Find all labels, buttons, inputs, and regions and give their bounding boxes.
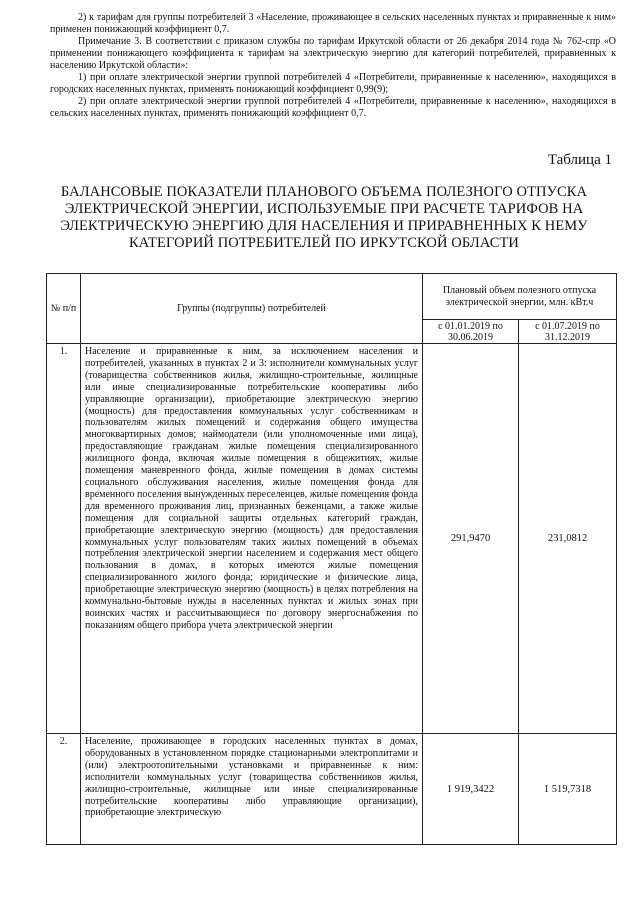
header-num: № п/п — [47, 274, 81, 344]
table-row — [47, 344, 617, 734]
table-label: Таблица 1 — [547, 152, 612, 168]
header-period-2: с 01.07.2019 по 31.12.2019 — [519, 320, 617, 344]
header-volume: Плановый объем полезного отпуска электрической энергии, млн. кВт.ч — [423, 274, 617, 320]
row-number: 1. — [47, 344, 81, 734]
row-value-period-1: 1 919,3422 — [423, 734, 519, 845]
notes-block — [50, 12, 616, 120]
row-value-period-2: 231,0812 — [519, 344, 617, 734]
note-paragraph: 2) к тарифам для группы потребителей 3 «Население, проживающее в сельских населенных пунктах и приравненные к ним» применен понижающий коэффициент 0,7. — [50, 12, 616, 35]
row-group-text — [81, 734, 423, 845]
row-number: 2. — [47, 734, 81, 845]
table-row — [47, 734, 617, 845]
document-title: БАЛАНСОВЫЕ ПОКАЗАТЕЛИ ПЛАНОВОГО ОБЪЕМА ПОЛЕЗНОГО ОТПУСКА ЭЛЕКТРИЧЕСКОЙ ЭНЕРГИИ, ИСПОЛЬЗУЕМЫЕ ПРИ РАСЧЕТЕ ТАРИФОВ НА ЭЛЕКТРИЧЕСКУЮ ЭНЕРГИЮ ДЛЯ НАСЕЛЕНИЯ И ПРИРАВНЕННЫХ К НЕМУ КАТЕГОРИЙ ПОТРЕБИТЕЛЕЙ ПО ИРКУТСКОЙ ОБЛАСТИ — [60, 184, 588, 251]
note-paragraph: Примечание 3. В соответствии с приказом службы по тарифам Иркутской области от 26 декабря 2014 года № 762-спр «О применении понижающего коэффициента к тарифам на электрическую энергию для категорий потребителей, приравненных к населению Иркутской области»: — [50, 36, 616, 71]
balance-table — [46, 273, 617, 845]
row-group-text-inner: Население, проживающее в городских населенных пунктах в домах, оборудованных в установленном порядке стационарными электроплитами и (или) электроотопительными установками и приравненные к ним: исполнители коммунальных услуг (товарищества собственников жилья, жилищно-строительные, жилищные или иные специализированные потребительские кооперативы либо управляющие организации), приобретающие электрическую — [85, 736, 418, 819]
note-paragraph: 2) при оплате электрической энергии группой потребителей 4 «Потребители, приравненные к населению», находящихся в сельских населенных пунктах, применять понижающий коэффициент 0,7. — [50, 96, 616, 119]
header-group: Группы (подгруппы) потребителей — [81, 274, 423, 344]
row-value-period-1: 291,9470 — [423, 344, 519, 734]
header-period-1: с 01.01.2019 по 30.06.2019 — [423, 320, 519, 344]
note-paragraph: 1) при оплате электрической энергии группой потребителей 4 «Потребители, приравненные к населению», находящихся в городских населенных пунктах, применять понижающий коэффициент 0,99(9); — [50, 72, 616, 95]
row-group-text: Население и приравненные к ним, за исключением населения и потребителей, указанных в пунктах 2 и 3: исполнители коммунальных услуг (товарищества собственников жилья, жилищно-строительные, жилищные или иные специализированные потребительские кооперативы либо управляющие организации), приобретающие электрическую энергию (мощность) для предоставления коммунальных услуг собственникам и пользователям жилых помещений и содержания общего имущества многоквартирных домов; наймодатели (или уполномоченные ими лица), предоставляющие гражданам жилые помещения специализированного жилищного фонда, включая жилые помещения в общежитиях, жилые помещения маневренного фонда, жилые помещения в домах системы социального обслуживания населения, жилые помещения фонда для временного поселения вынужденных переселенцев, жилые помещения фонда для временного проживания лиц, признанных беженцами, а также жилые помещения для социальной защиты отдельных категорий граждан, приобретающие электрическую энергию (мощность) для предоставления коммунальных услуг пользователям таких жилых помещений в объемах потребления электрической энергии населением и содержания мест общего пользования в домах, в которых имеются жилые помещения специализированного жилого фонда; юридические и физические лица, приобретающие электрическую энергию (мощность) в целях потребления на коммунально-бытовые нужды в населенных пунктах и жилых зонах при воинских частях и рассчитывающиеся по договору энергоснабжения по показаниям общего прибора учета электрической энергии — [81, 344, 423, 734]
row-value-period-2: 1 519,7318 — [519, 734, 617, 845]
